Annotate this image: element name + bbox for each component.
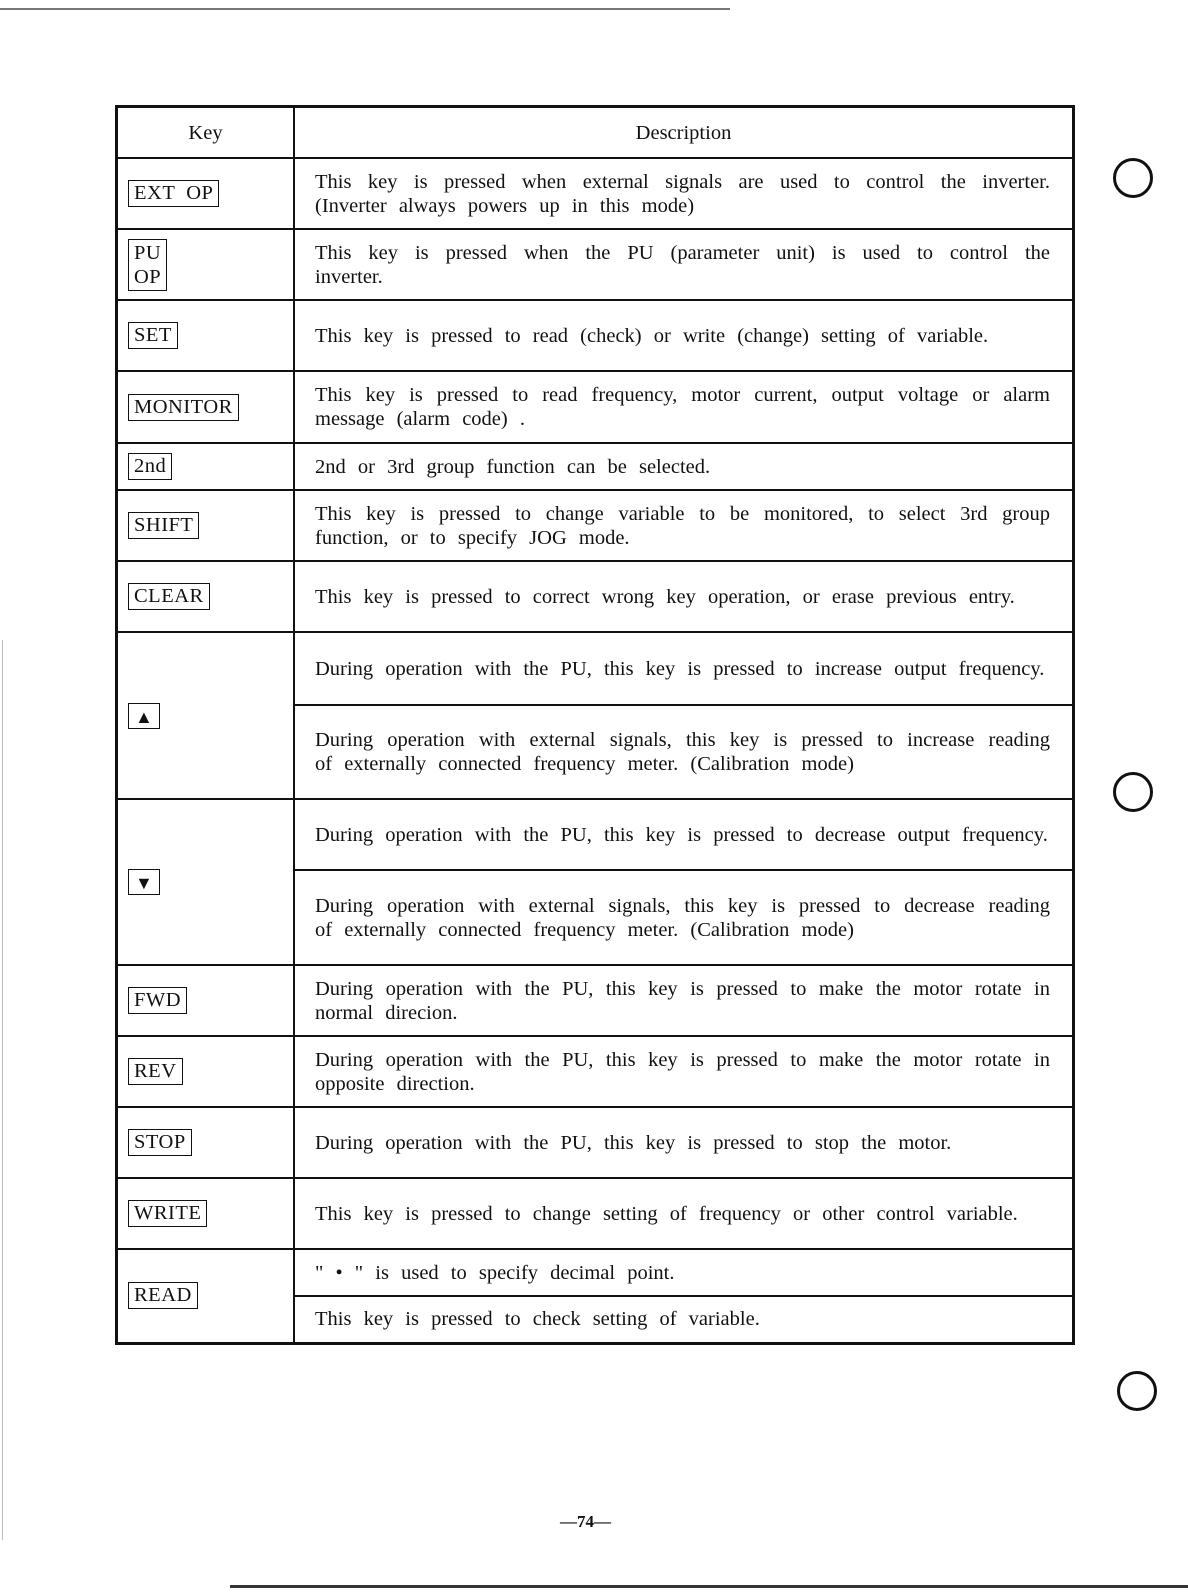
key-description-table bbox=[115, 105, 1075, 1345]
table-row bbox=[117, 1178, 1074, 1249]
key-cell bbox=[117, 371, 295, 443]
write-key: WRITE bbox=[128, 1200, 207, 1227]
description-cell: This key is pressed when the PU (parameter unit) is used to control the inverter. bbox=[294, 229, 1074, 300]
table-row bbox=[117, 229, 1074, 300]
table-row bbox=[117, 1249, 1074, 1296]
key-cell bbox=[117, 965, 295, 1036]
read-key: READ bbox=[128, 1282, 198, 1309]
key-cell bbox=[117, 1107, 295, 1178]
second-key: 2nd bbox=[128, 453, 172, 480]
fwd-key: FWD bbox=[128, 987, 187, 1014]
set-key: SET bbox=[128, 322, 178, 349]
ext-op-key: EXT OP bbox=[128, 180, 219, 207]
key-cell bbox=[117, 799, 295, 965]
key-cell bbox=[117, 1249, 295, 1343]
pu-op-key bbox=[128, 239, 167, 291]
description-cell: During operation with the PU, this key is pressed to stop the motor. bbox=[294, 1107, 1074, 1178]
table-row bbox=[117, 1107, 1074, 1178]
description-column-header: Description bbox=[294, 107, 1074, 159]
description-cell: During operation with external signals, this key is pressed to increase reading of externally connected frequency meter. (Calibration mode) bbox=[294, 705, 1074, 799]
page-number: —74— bbox=[560, 1512, 611, 1531]
top-rule bbox=[0, 8, 730, 10]
table-header-row bbox=[117, 107, 1074, 159]
shift-key: SHIFT bbox=[128, 512, 199, 539]
description-cell: During operation with external signals, this key is pressed to decrease reading of externally connected frequency meter. (Calibration mode) bbox=[294, 870, 1074, 965]
table-row bbox=[117, 371, 1074, 443]
description-cell: This key is pressed when external signals are used to control the inverter. (Inverter always powers up in this mode) bbox=[294, 158, 1074, 229]
description-cell: This key is pressed to change variable to be monitored, to select 3rd group function, or to specify JOG mode. bbox=[294, 490, 1074, 561]
table-row bbox=[117, 158, 1074, 229]
clear-key: CLEAR bbox=[128, 583, 210, 610]
key-cell bbox=[117, 561, 295, 632]
table-row bbox=[117, 632, 1074, 705]
key-line: OP bbox=[134, 265, 162, 288]
key-cell bbox=[117, 632, 295, 799]
description-cell: This key is pressed to check setting of variable. bbox=[294, 1296, 1074, 1343]
key-cell bbox=[117, 158, 295, 229]
stop-key: STOP bbox=[128, 1129, 192, 1156]
table-row bbox=[117, 965, 1074, 1036]
description-cell: " • " is used to specify decimal point. bbox=[294, 1249, 1074, 1296]
description-cell: During operation with the PU, this key is pressed to make the motor rotate in opposite direction. bbox=[294, 1036, 1074, 1107]
table-row bbox=[117, 799, 1074, 870]
description-cell: 2nd or 3rd group function can be selected. bbox=[294, 443, 1074, 490]
table-row bbox=[117, 1036, 1074, 1107]
description-cell: During operation with the PU, this key is pressed to decrease output frequency. bbox=[294, 799, 1074, 870]
key-cell bbox=[117, 490, 295, 561]
binder-hole bbox=[1113, 772, 1153, 812]
description-cell: This key is pressed to read frequency, motor current, output voltage or alarm message (alarm code) . bbox=[294, 371, 1074, 443]
table-row bbox=[117, 443, 1074, 490]
table-row bbox=[117, 490, 1074, 561]
monitor-key: MONITOR bbox=[128, 394, 239, 421]
key-cell bbox=[117, 1036, 295, 1107]
bottom-rule bbox=[230, 1585, 1188, 1588]
binder-hole bbox=[1117, 1371, 1157, 1411]
key-cell bbox=[117, 300, 295, 371]
key-cell bbox=[117, 443, 295, 490]
key-cell bbox=[117, 1178, 295, 1249]
down-arrow-key: ▼ bbox=[128, 869, 160, 895]
binder-hole bbox=[1113, 158, 1153, 198]
key-cell bbox=[117, 229, 295, 300]
up-arrow-key: ▲ bbox=[128, 703, 160, 729]
table-row bbox=[117, 561, 1074, 632]
page-edge bbox=[2, 640, 3, 1540]
description-cell: During operation with the PU, this key is pressed to increase output frequency. bbox=[294, 632, 1074, 705]
description-cell: This key is pressed to read (check) or write (change) setting of variable. bbox=[294, 300, 1074, 371]
key-line: PU bbox=[134, 241, 162, 264]
description-cell: This key is pressed to correct wrong key operation, or erase previous entry. bbox=[294, 561, 1074, 632]
table-row bbox=[117, 300, 1074, 371]
description-cell: This key is pressed to change setting of frequency or other control variable. bbox=[294, 1178, 1074, 1249]
key-column-header: Key bbox=[117, 107, 295, 159]
rev-key: REV bbox=[128, 1058, 183, 1085]
description-cell: During operation with the PU, this key is pressed to make the motor rotate in normal direcion. bbox=[294, 965, 1074, 1036]
